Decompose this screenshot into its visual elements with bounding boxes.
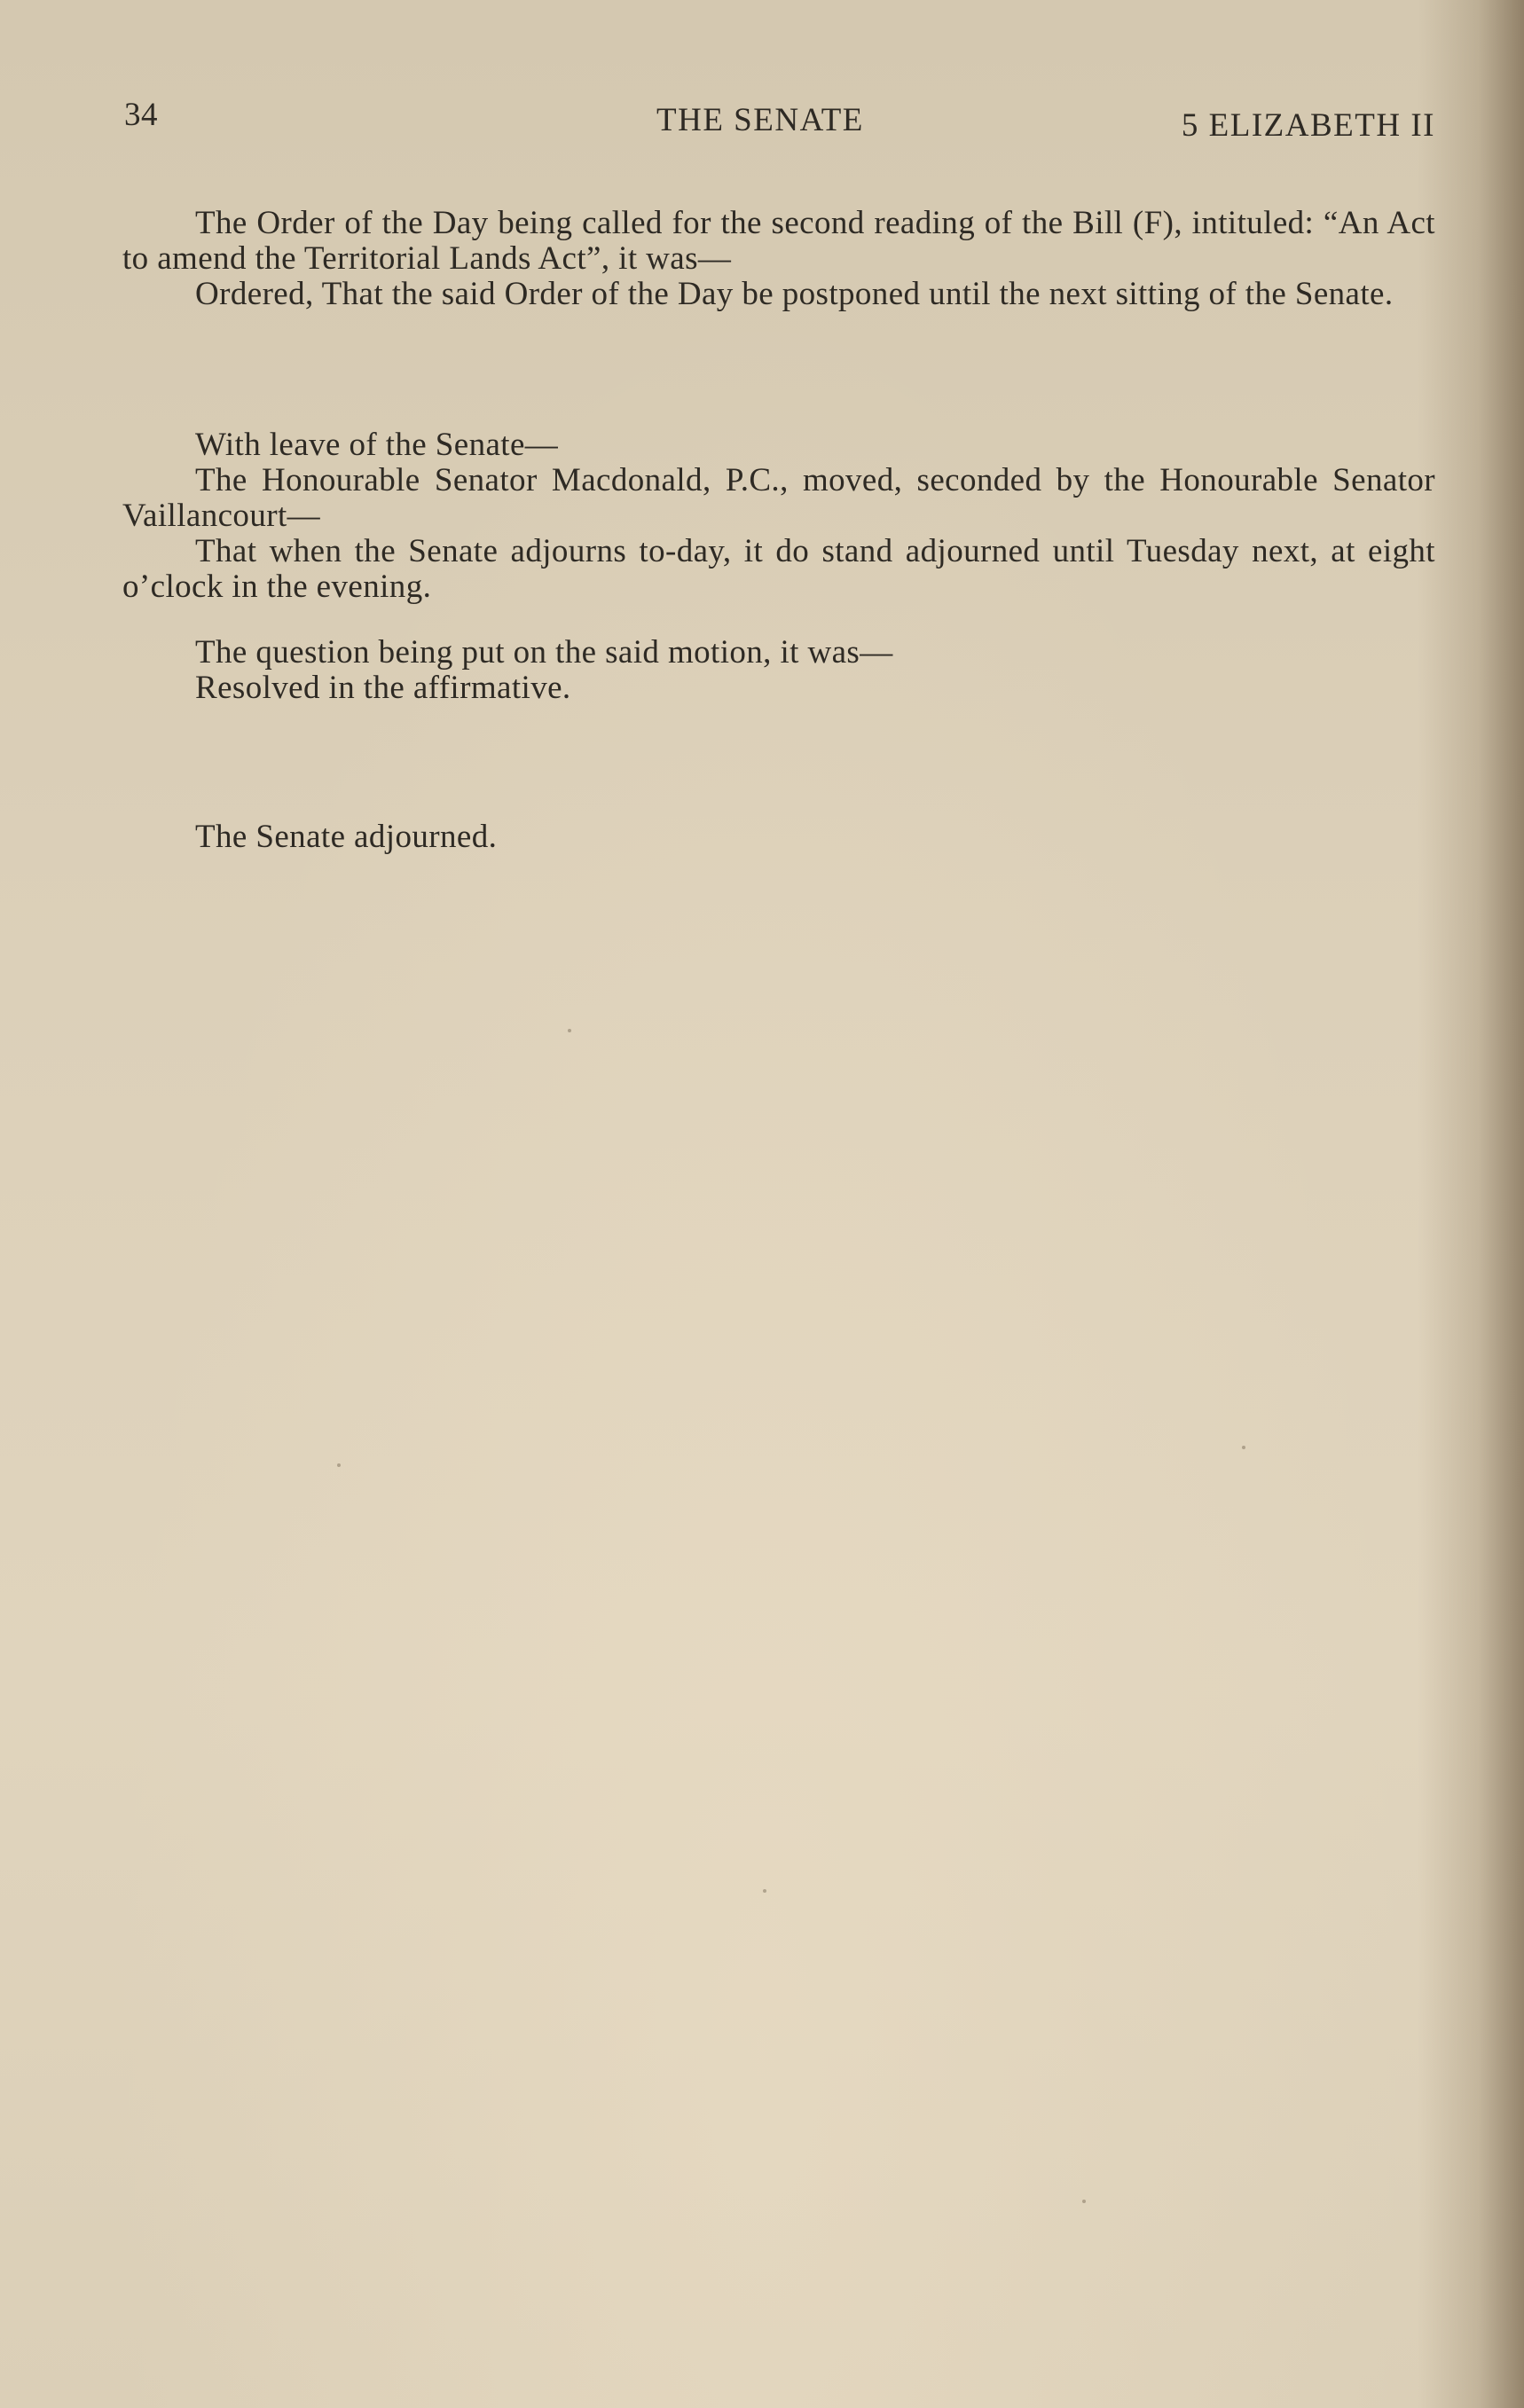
running-title: THE SENATE: [656, 102, 864, 138]
page-number: 34: [124, 97, 158, 133]
closing-section: [122, 820, 1435, 855]
regnal-year: 5 ELIZABETH II: [1181, 107, 1435, 144]
adjournment-motion-section: [122, 427, 1435, 605]
paper-speck: [337, 1463, 341, 1467]
paper-speck: [568, 1029, 571, 1032]
question-paragraph: The question being put on the said motion, it was—: [195, 634, 893, 671]
resolved-paragraph: Resolved in the affirmative.: [195, 670, 571, 706]
paper-speck: [1082, 2200, 1086, 2203]
question-section: [122, 635, 1435, 706]
motion-paragraph: That when the Senate adjourns to-day, it do stand adjourned until Tuesday next, at eight o’clock in the evening.: [122, 533, 1435, 605]
adjourned-paragraph: The Senate adjourned.: [195, 819, 498, 855]
order-of-day-paragraph: The Order of the Day being called for the second reading of the Bill (F), intituled: “An Act to amend the Territorial Lands Act”, it was—: [122, 205, 1435, 277]
mover-paragraph: The Honourable Senator Macdonald, P.C., moved, seconded by the Honourable Senator Vaillancourt—: [122, 462, 1435, 534]
paper-speck: [1242, 1446, 1245, 1449]
paper-speck: [763, 1889, 766, 1893]
bill-f-section: [122, 206, 1435, 312]
ordered-paragraph: Ordered, That the said Order of the Day be postponed until the next sitting of the Senate.: [195, 276, 1394, 312]
page-header: [124, 89, 1435, 142]
leave-paragraph: With leave of the Senate—: [195, 427, 559, 463]
